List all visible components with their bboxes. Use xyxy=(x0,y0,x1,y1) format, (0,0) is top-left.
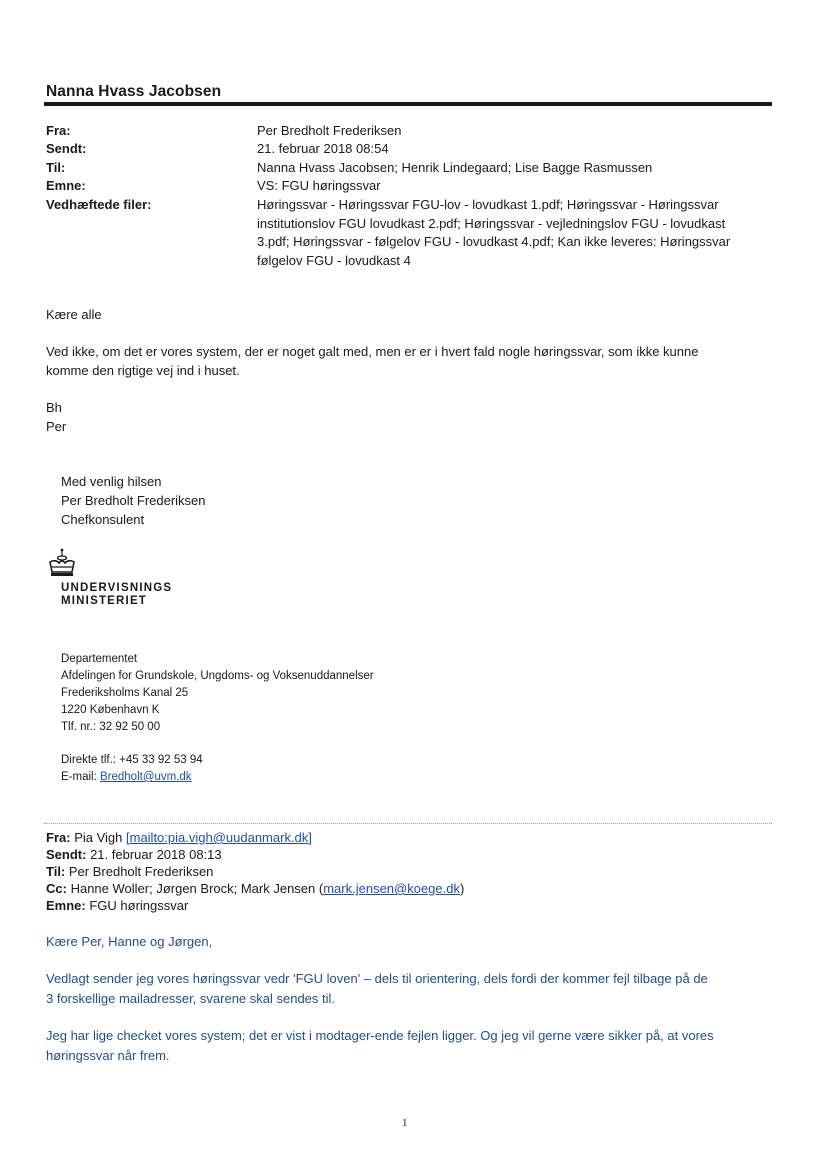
signature-name: Per Bredholt Frederiksen xyxy=(61,493,206,508)
attachments-line: følgelov FGU - lovudkast 4 xyxy=(257,252,411,268)
fwd-cc-value: Hanne Woller; Jørgen Brock; Mark Jensen ( xyxy=(70,881,324,896)
fwd-subject-value: FGU høringssvar xyxy=(89,898,189,913)
subject-label: Emne: xyxy=(46,178,86,193)
address-phone: Tlf. nr.: 32 92 50 00 xyxy=(61,721,161,733)
signature-title: Chefkonsulent xyxy=(61,512,145,527)
fwd-to-value: Per Bredholt Frederiksen xyxy=(68,864,214,879)
forward-divider xyxy=(44,823,772,824)
body-paragraph-line: Ved ikke, om det er vores system, der er noget galt med, men er er i hvert fald nogle høringssvar, som ikke kunne xyxy=(46,344,699,359)
subject-value: VS: FGU høringssvar xyxy=(257,178,381,193)
body-paragraph xyxy=(46,343,766,380)
fwd-cc-line xyxy=(46,880,464,897)
fwd-paragraph-line: høringssvar når frem. xyxy=(46,1047,170,1063)
crown-logo-icon xyxy=(47,547,77,579)
page-number: 1 xyxy=(402,1117,408,1129)
ministry-wordmark xyxy=(61,582,172,608)
attachments-value xyxy=(257,196,757,270)
attachments-label: Vedhæftede filer: xyxy=(46,197,152,212)
fwd-sent-value: 21. februar 2018 08:13 xyxy=(90,847,222,862)
address-division: Afdelingen for Grundskole, Ungdoms- og Voksenuddannelser xyxy=(61,670,374,682)
body-greeting: Kære alle xyxy=(46,307,102,322)
to-value: Nanna Hvass Jacobsen; Henrik Lindegaard; Lise Bagge Rasmussen xyxy=(257,160,653,175)
direct-phone: Direkte tlf.: +45 33 92 53 94 xyxy=(61,754,203,766)
fwd-cc-close: ) xyxy=(460,881,465,896)
fwd-sent-label: Sendt: xyxy=(46,847,87,862)
printout-owner-name: Nanna Hvass Jacobsen xyxy=(46,83,222,100)
fwd-to-label: Til: xyxy=(46,864,66,879)
address-street: Frederiksholms Kanal 25 xyxy=(61,687,189,699)
fwd-paragraph-1 xyxy=(46,969,776,1008)
fwd-to-line xyxy=(46,863,213,880)
fwd-greeting: Kære Per, Hanne og Jørgen, xyxy=(46,934,213,949)
header-divider xyxy=(44,102,772,106)
email-label: E-mail: xyxy=(61,771,97,783)
from-value: Per Bredholt Frederiksen xyxy=(257,123,402,138)
fwd-from-label: Fra: xyxy=(46,830,71,845)
attachments-line: 3.pdf; Høringssvar - følgelov FGU - lovudkast 4.pdf; Kan ikke leveres: Høringssvar xyxy=(257,234,731,249)
fwd-cc-email-link[interactable]: mark.jensen@koege.dk xyxy=(323,881,460,896)
fwd-cc-label: Cc: xyxy=(46,881,67,896)
address-city: 1220 København K xyxy=(61,704,160,716)
fwd-subject-label: Emne: xyxy=(46,898,86,913)
fwd-subject-line xyxy=(46,897,188,914)
fwd-paragraph-line: Vedlagt sender jeg vores høringssvar vedr 'FGU loven' – dels til orientering, dels fordi der kommer fejl tilbage på de xyxy=(46,971,708,986)
attachments-line: Høringssvar - Høringssvar FGU-lov - lovudkast 1.pdf; Høringssvar - Høringssvar xyxy=(257,197,719,212)
email-link[interactable]: Bredholt@uvm.dk xyxy=(99,771,192,783)
sent-label: Sendt: xyxy=(46,141,87,156)
fwd-paragraph-line: 3 forskellige mailadresser, svarene skal sendes til. xyxy=(46,990,336,1006)
fwd-paragraph-2 xyxy=(46,1026,776,1065)
address-department: Departementet xyxy=(61,653,138,665)
to-label: Til: xyxy=(46,160,66,175)
fwd-from-line xyxy=(46,829,312,846)
sent-value: 21. februar 2018 08:54 xyxy=(257,141,389,156)
ministry-line: MINISTERIET xyxy=(61,595,148,607)
fwd-from-name: Pia Vigh xyxy=(74,830,123,845)
fwd-mailto-link[interactable]: [mailto:pia.vigh@uudanmark.dk] xyxy=(126,830,312,845)
body-sign-off-1: Bh xyxy=(46,400,62,415)
email-line xyxy=(61,769,192,786)
ministry-line: UNDERVISNINGS xyxy=(61,582,173,594)
signature-closing: Med venlig hilsen xyxy=(61,474,162,489)
fwd-sent-line xyxy=(46,846,222,863)
body-paragraph-line: komme den rigtige vej ind i huset. xyxy=(46,362,240,378)
from-label: Fra: xyxy=(46,123,71,138)
attachments-line: institutionslov FGU lovudkast 2.pdf; Høringssvar - vejledningslov FGU - lovudkast xyxy=(257,215,726,231)
body-sign-off-2: Per xyxy=(46,419,67,434)
fwd-paragraph-line: Jeg har lige checket vores system; det er vist i modtager-ende fejlen ligger. Og jeg vil gerne være sikker på, at vores xyxy=(46,1028,714,1043)
